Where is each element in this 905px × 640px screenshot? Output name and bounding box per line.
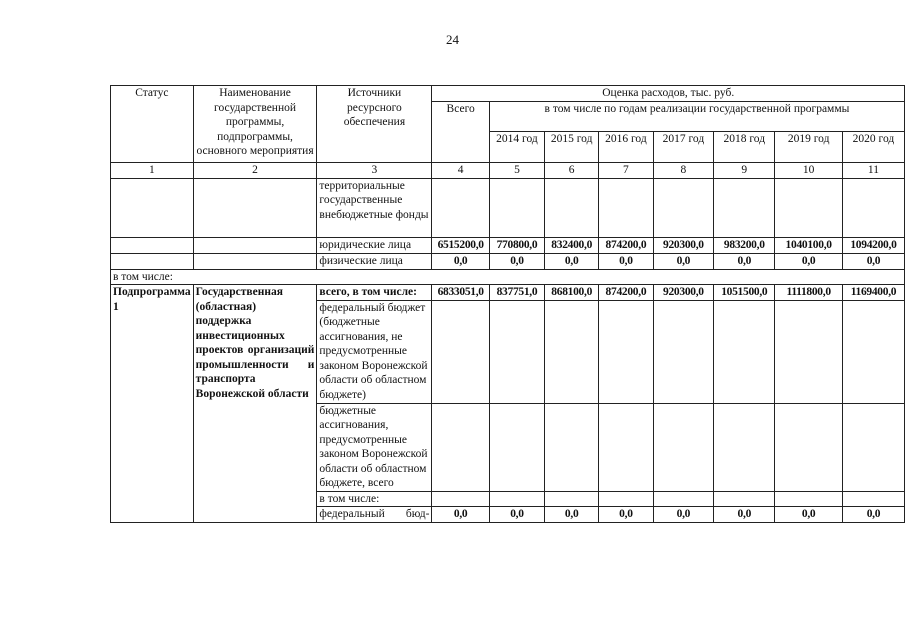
value-cell: 983200,0 — [714, 237, 775, 253]
column-number: 1 — [111, 163, 194, 179]
value-cell: 1051500,0 — [714, 285, 775, 301]
table-row — [111, 178, 905, 237]
source-label: физические лица — [317, 253, 432, 269]
value-cell: 1169400,0 — [842, 285, 904, 301]
value-cell: 0,0 — [653, 253, 714, 269]
source-label: всего, в том числе: — [317, 285, 432, 301]
header-year: 2017 год — [653, 132, 714, 163]
source-label: федеральный бюд- — [317, 507, 432, 523]
value-cell: 0,0 — [714, 507, 775, 523]
value-cell: 0,0 — [842, 507, 904, 523]
value-cell: 0,0 — [545, 507, 599, 523]
column-number: 8 — [653, 163, 714, 179]
expenditure-table — [110, 85, 905, 523]
header-year: 2016 год — [599, 132, 653, 163]
including-label: в том числе: — [111, 269, 905, 285]
value-cell: 920300,0 — [653, 237, 714, 253]
header-name: Наименование государственной программы, подпрограммы, основного мероприятия — [193, 86, 317, 163]
value-cell: 837751,0 — [489, 285, 544, 301]
column-number: 11 — [842, 163, 904, 179]
column-number: 5 — [489, 163, 544, 179]
header-sources: Источники ресурсного обеспечения — [317, 86, 432, 163]
value-cell: 0,0 — [842, 253, 904, 269]
column-number: 9 — [714, 163, 775, 179]
page-number: 24 — [446, 32, 459, 47]
column-number: 2 — [193, 163, 317, 179]
column-number: 7 — [599, 163, 653, 179]
table-row — [111, 285, 905, 301]
value-cell: 1094200,0 — [842, 237, 904, 253]
column-number: 10 — [775, 163, 843, 179]
subprogram-name: Государственная (областная) поддержка инвестиционных проектов организаций промышленности и транспорта Воронежской области — [193, 285, 317, 523]
source-label: федеральный бюджет (бюджетные ассигнования, не предусмотренные законом Воронежской области об областном бюджете) — [317, 300, 432, 403]
value-cell: 0,0 — [599, 507, 653, 523]
value-cell: 1040100,0 — [775, 237, 843, 253]
value-cell: 0,0 — [775, 507, 843, 523]
header-estimate: Оценка расходов, тыс. руб. — [432, 86, 905, 102]
value-cell: 832400,0 — [545, 237, 599, 253]
table-row — [111, 253, 905, 269]
header-year: 2019 год — [775, 132, 843, 163]
source-label: бюджетные ассигнования, предусмотренные законом Воронежской области об областном бюджете, всего — [317, 403, 432, 491]
header-year: 2018 год — [714, 132, 775, 163]
header-by-years: в том числе по годам реализации государственной программы — [489, 102, 904, 132]
value-cell: 0,0 — [432, 507, 489, 523]
column-number: 3 — [317, 163, 432, 179]
value-cell: 920300,0 — [653, 285, 714, 301]
table-row — [111, 269, 905, 285]
column-number: 6 — [545, 163, 599, 179]
header-year: 2015 год — [545, 132, 599, 163]
header-status: Статус — [111, 86, 194, 163]
header-total: Всего — [432, 102, 489, 163]
value-cell: 874200,0 — [599, 285, 653, 301]
value-cell: 0,0 — [489, 253, 544, 269]
value-cell: 0,0 — [775, 253, 843, 269]
column-number: 4 — [432, 163, 489, 179]
value-cell: 0,0 — [489, 507, 544, 523]
value-cell: 874200,0 — [599, 237, 653, 253]
value-cell: 0,0 — [714, 253, 775, 269]
value-cell: 1111800,0 — [775, 285, 843, 301]
value-cell: 0,0 — [599, 253, 653, 269]
subprogram-status: Подпрограмма 1 — [111, 285, 194, 523]
value-cell: 0,0 — [653, 507, 714, 523]
value-cell: 0,0 — [432, 253, 489, 269]
source-label: территориальные государственные внебюджетные фонды — [317, 178, 432, 237]
value-cell: 6515200,0 — [432, 237, 489, 253]
header-year: 2020 год — [842, 132, 904, 163]
source-label: в том числе: — [317, 491, 432, 507]
value-cell: 0,0 — [545, 253, 599, 269]
value-cell: 6833051,0 — [432, 285, 489, 301]
value-cell: 868100,0 — [545, 285, 599, 301]
table-row — [111, 237, 905, 253]
value-cell: 770800,0 — [489, 237, 544, 253]
header-year: 2014 год — [489, 132, 544, 163]
source-label: юридические лица — [317, 237, 432, 253]
